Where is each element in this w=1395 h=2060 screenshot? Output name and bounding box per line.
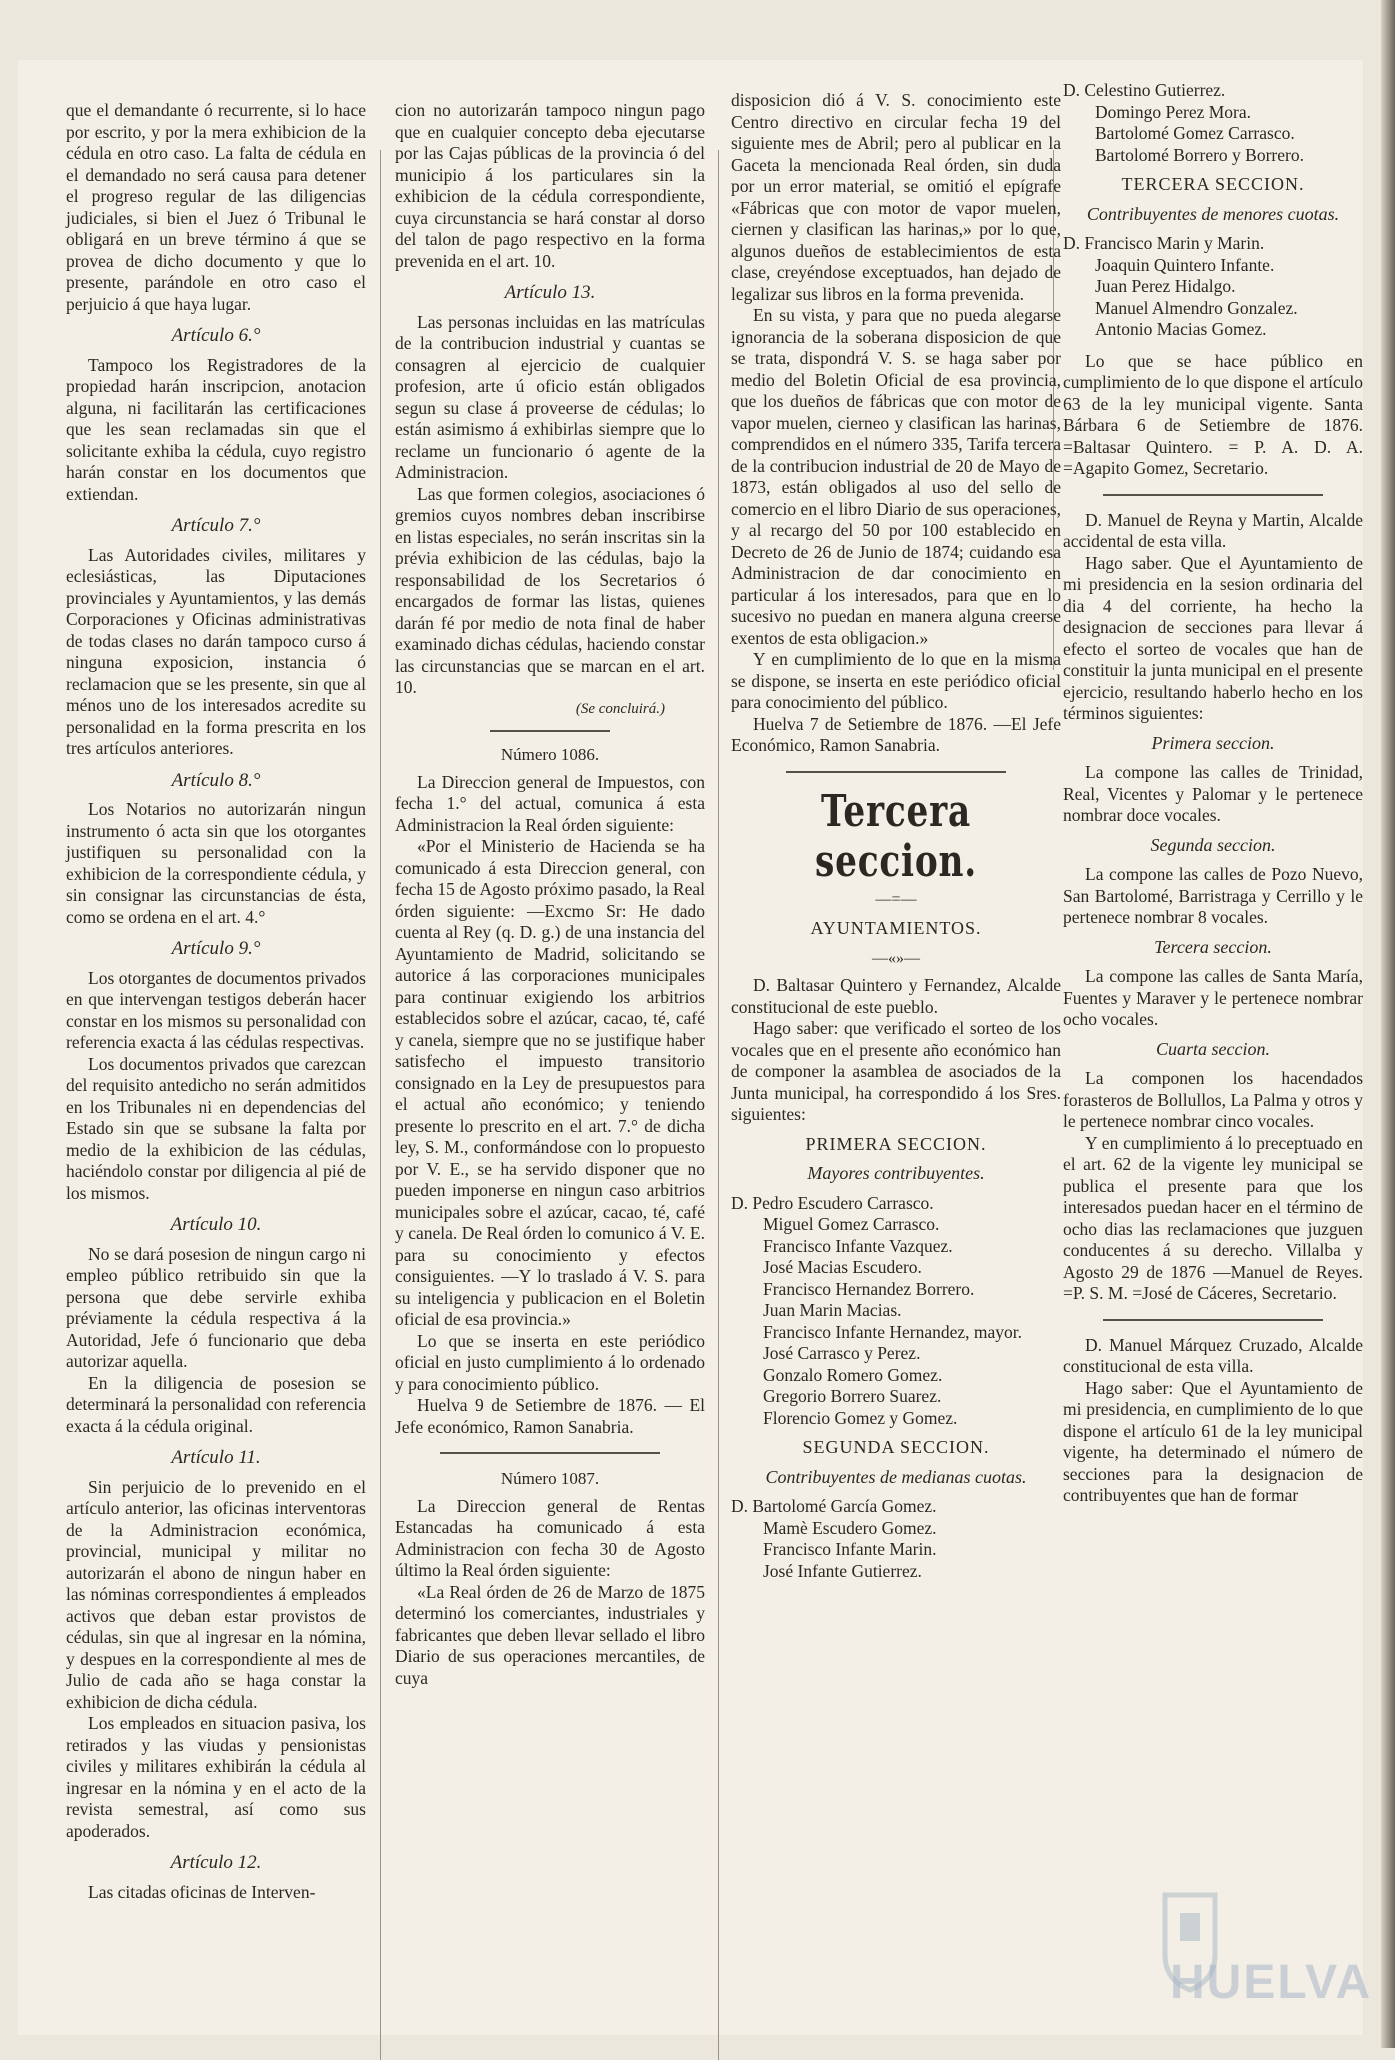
list-item: Manuel Almendro Gonzalez. [1095, 297, 1298, 318]
paragraph: Los otorgantes de documentos privados en que intervengan testigos deberán hacer constar en los mismos su personalidad con referencia exacta á las cédulas respectivas. [66, 967, 366, 1052]
paragraph: Y en cumplimiento de lo que en la misma se dispone, se inserta en este periódico oficial para conocimiento del público. [731, 649, 1061, 712]
paragraph: La Direccion general de Impuestos, con fecha 1.° del actual, comunica á esta Administracion la Real órden siguiente: [395, 771, 705, 835]
paragraph: Y en cumplimiento á lo preceptuado en el art. 62 de la vigente ley municipal se publica el presente para que los interesados puedan hacer en el término de ocho dias las reclamaciones que juzguen conducentes á su derecho. Villalba y Agosto 29 de 1876 —Manuel de Reyes. =P. S. M. =José de Cáceres, Secretario. [1063, 1132, 1363, 1303]
paragraph: cion no autorizarán tampoco ningun pago que en cualquier concepto deba ejecutarse por las Cajas públicas de la provincia ó del municipio á los particulares sin la exhibicion de la cédula correspondiente, cuya circunstancia se hará constar al dorso del talon de pago respectivo en la forma prevenida en el art. 10. [395, 100, 705, 271]
paragraph: Hago saber. Que el Ayuntamiento de mi presidencia en la sesion ordinaria del dia 4 del corriente, ha hecho la designacion de secciones para llevar á efecto el sorteo de vocales que han de constituir la junta municipal en el presente ejercicio, resultando haberlo hecho en los términos siguientes: [1063, 552, 1363, 723]
paragraph: Huelva 9 de Setiembre de 1876. — El Jefe económico, Ramon Sanabria. [395, 1395, 705, 1437]
subsection-heading: Tercera seccion. [1154, 936, 1272, 957]
list-item: Francisco Hernandez Borrero. [763, 1278, 975, 1299]
paragraph: Hago saber: Que el Ayuntamiento de mi presidencia, en cumplimiento de lo que dispone el artículo 61 de la ley municipal vigente, ha determinado el número de secciones para la designacion de contribuyentes que han de formar [1063, 1377, 1363, 1505]
paragraph: disposicion dió á V. S. conocimiento este Centro directivo en circular fecha 19 del siguiente mes de Abril; pero al publicar en la Gaceta la mencionada Real órden, sin duda por un error material, se omitió el epígrafe «Fábricas que con motor de vapor muelen, ciernen y clasifican las harinas,» por lo que, algunos dueños de establecimientos de esta clase, creyéndose exceptuados, han dejado de legalizar sus libros en la forma prevenida. [731, 90, 1061, 304]
article-heading: Artículo 12. [170, 1852, 262, 1873]
list-item: Mamè Escudero Gomez. [763, 1517, 937, 1538]
list-item: Antonio Macias Gomez. [1095, 319, 1267, 339]
paragraph: No se dará posesion de ningun cargo ni empleo público retribuido sin que la persona que debe servirle exhiba préviamente la cédula respectiva á la Autoridad, Jefe ó funcionario que deba autorizar aquella. [66, 1243, 366, 1371]
column-rule [718, 150, 719, 2060]
list-item: Bartolomé Gomez Carrasco. [1095, 123, 1295, 143]
article-heading: Artículo 11. [171, 1447, 261, 1468]
paragraph: «Por el Ministerio de Hacienda se ha comunicado á esta Direccion general, con fecha 15 de Agosto próximo pasado, la Real órden siguiente: —Excmo Sr: He dado cuenta al Rey (q. D. g.) de una instancia del Ayuntamiento de Madrid, solicitando se autorice á las corporaciones municipales para continuar exigiendo los arbitrios establecidos sobre el azúcar, cacao, té, café y canela, siempre que no se justifique haber satisfecho el impuesto transitorio consignado en la Ley de presupuestos para el actual año económico; y teniendo presente lo prescrito en el art. 7.° de dicha ley, S. M., conformándose con lo propuesto por V. E., se ha servido disponer que no pueden imponerse en ningun caso arbitrios municipales sobre el azúcar, cacao, té, café y canela. De Real órden lo comunico á V. E. para su conocimiento y efectos consiguientes. —Y lo traslado á V. S. para su inteligencia y publicacion en el Boletin oficial de esa provincia.» [395, 836, 705, 1329]
article-heading: Artículo 6.° [171, 325, 261, 346]
paragraph: «La Real órden de 26 de Marzo de 1875 determinó los comerciantes, industriales y fabricantes que deben llevar sellado el libro Diario de sus operaciones mercantiles, de cuya [395, 1581, 705, 1688]
subsection-heading: SEGUNDA SECCION. [802, 1437, 990, 1457]
subsection-heading: TERCERA SECCION. [1121, 174, 1305, 194]
list-item: José Infante Gutierrez. [763, 1560, 922, 1581]
notice-number: Número 1086. [500, 745, 600, 764]
subsection-heading: Primera seccion. [1151, 732, 1275, 753]
paragraph: En su vista, y para que no pueda alegarse ignorancia de la soberana disposicion de que se trata, dispondrá V. S. se haga saber por medio del Boletin Oficial de esa provincia, que los dueños de fábricas que con motor de vapor muelen, cierneo y clasifican las harinas, comprendidos en el número 335, Tarifa tercera de la contribucion industrial de 20 de Mayo de 1873, están obligados al uso del sello de comercio en el libro Diario de sus operaciones, y al recargo del 50 por 100 establecido en Decreto de 26 de Junio de 1874; cuidando esa Administracion de dar conocimiento en particular á los interesados, para que en lo sucesivo no puedan en manera alguna creerse exentos de esta obligacion.» [731, 305, 1061, 648]
divider [786, 771, 1006, 773]
paragraph: que el demandante ó recurrente, si lo hace por escrito, y por la mera exhibicion de la cédula en otro caso. La falta de cédula en el demandado no será causa para detener el progreso regular de las diligencias judiciales, si bien el Juez ó Tribunal le obligará en un breve término á que se provea de dicho documento y que lo presente, parándole en otro caso el perjuicio á que haya lugar. [66, 100, 366, 314]
subsection-heading: Cuarta seccion. [1156, 1038, 1270, 1059]
section-title: Tercera seccion. [814, 785, 978, 887]
paragraph: D. Manuel de Reyna y Martin, Alcalde accidental de esta villa. [1063, 509, 1363, 551]
column-1 [66, 100, 366, 1903]
paragraph: Los empleados en situacion pasiva, los retirados y las viudas y pensionistas civiles y militares exhibirán la cédula al ingresar en la nómina y en el acto de la revista semestral, así como sus apoderados. [66, 1713, 366, 1841]
continued-note: (Se concluirá.) [575, 700, 665, 717]
paragraph: Sin perjuicio de lo prevenido en el artículo anterior, las oficinas interventoras de la Administracion económica, provincial, municipal y militar no autorizarán el abono de ningun haber en las nóminas correspondientes á empleados activos que deban estar provistos de cédulas, sin que al ingresar en la nómina, y despues en la correspondiente al mes de Julio de cada año se haga constar la exhibicion de dicha cédula. [66, 1476, 366, 1712]
list-item: Gonzalo Romero Gomez. [763, 1364, 943, 1385]
names-list [1063, 233, 1363, 341]
ornament: —=— [875, 890, 917, 908]
paragraph: Lo que se inserta en este periódico oficial en justo cumplimiento á lo ordenado y para conocimiento público. [395, 1330, 705, 1394]
paragraph: Hago saber: que verificado el sorteo de los vocales que en el presente año económico han de componer la asamblea de asociados de la Junta municipal, ha correspondido á los Sres. siguientes: [731, 1018, 1061, 1124]
divider [440, 1452, 660, 1454]
paragraph: La compone las calles de Santa María, Fuentes y Maraver y le pertenece nombrar ocho vocales. [1063, 966, 1363, 1029]
subsection-heading: Contribuyentes de menores cuotas. [1086, 203, 1340, 224]
article-heading: Artículo 10. [170, 1214, 262, 1235]
paragraph: Huelva 7 de Setiembre de 1876. —El Jefe Económico, Ramon Sanabria. [731, 713, 1061, 755]
column-3 [731, 90, 1061, 1582]
paragraph: Lo que se hace público en cumplimiento de lo que dispone el artículo 63 de la ley municipal vigente. Santa Bárbara 6 de Setiembre de 1876. =Baltasar Quintero. = P. A. D. A. =Agapito Gomez, Secretario. [1063, 350, 1363, 478]
list-item: Bartolomé Borrero y Borrero. [1095, 144, 1304, 165]
column-2 [395, 100, 705, 1689]
newspaper-page [18, 60, 1363, 2035]
paragraph: D. Manuel Márquez Cruzado, Alcalde constitucional de esta villa. [1063, 1334, 1363, 1376]
paragraph: Los Notarios no autorizarán ningun instrumento ó acta sin que los otorgantes justifiquen su personalidad con la exhibicion de la correspondiente cédula, y sin consignar las circunstancias de ésta, como se ordena en el art. 4.° [66, 799, 366, 927]
paragraph: Tampoco los Registradores de la propiedad harán inscripcion, anotacion alguna, ni facilitarán las certificaciones que les sean reclamadas sin que el solicitante exhiba la cédula, cuyo registro harán constar en los documentos que extiendan. [66, 354, 366, 504]
divider [1103, 1319, 1323, 1321]
article-heading: Artículo 13. [504, 282, 596, 303]
names-list [1063, 80, 1363, 166]
watermark-text: HUELVA [1170, 1956, 1373, 2009]
list-item: Florencio Gomez y Gomez. [763, 1407, 958, 1428]
list-item: D. Bartolomé García Gomez. [731, 1496, 937, 1516]
paragraph: Los documentos privados que carezcan del requisito antedicho no serán admitidos en los Tribunales ni en dependencias del Estado sin que se subsane la falta por medio de la exhibicion de las cédulas, haciéndolo constar por diligencia al pié de los mismos. [66, 1053, 366, 1203]
list-item: Francisco Infante Vazquez. [763, 1235, 953, 1256]
paragraph: Las Autoridades civiles, militares y eclesiásticas, las Diputaciones provinciales y Ayuntamientos, y las demás Corporaciones y Oficinas administrativas de todas clases no darán tampoco curso á ninguna exposicion, instancia ó reclamacion que se les presente, sin que al ménos uno de los interesados acredite su personalidad en la forma prescrita en los tres artículos anteriores. [66, 544, 366, 758]
list-item: Juan Marin Macias. [763, 1300, 902, 1320]
list-item: Francisco Infante Hernandez, mayor. [763, 1321, 1022, 1342]
notice-number: Número 1087. [500, 1469, 600, 1488]
list-item: José Macias Escudero. [763, 1257, 922, 1277]
paragraph: Las citadas oficinas de Interven- [88, 1881, 316, 1902]
subsection-heading: Contribuyentes de medianas cuotas. [765, 1466, 1027, 1487]
paragraph: Las personas incluidas en las matrículas de la contribucion industrial y cuantas se consagren al ejercicio de cualquier profesion, arte ú oficio están obligados segun su clase á proveerse de cédulas; lo están asimismo á exhibirlas siempre que lo reclame un funcionario ó agente de la Administracion. [395, 311, 705, 482]
paragraph: D. Baltasar Quintero y Fernandez, Alcalde constitucional de este pueblo. [731, 975, 1061, 1017]
list-item: Domingo Perez Mora. [1095, 101, 1252, 122]
subsection-heading: Mayores contribuyentes. [807, 1163, 985, 1183]
article-heading: Artículo 8.° [171, 769, 261, 791]
list-item: Juan Perez Hidalgo. [1095, 276, 1236, 296]
subsection-heading: Segunda seccion. [1150, 834, 1276, 855]
list-item: Miguel Gomez Carrasco. [763, 1214, 940, 1234]
list-item: Joaquin Quintero Infante. [1095, 254, 1275, 275]
list-item: José Carrasco y Perez. [763, 1343, 921, 1363]
list-item: Gregorio Borrero Suarez. [763, 1386, 942, 1406]
list-item: Francisco Infante Marin. [763, 1539, 937, 1559]
column-4 [1063, 80, 1363, 1507]
ornament: —«»— [872, 949, 920, 967]
names-list [731, 1496, 1061, 1582]
column-rule [380, 150, 381, 2060]
subsection-heading: PRIMERA SECCION. [805, 1133, 987, 1154]
list-item: D. Celestino Gutierrez. [1063, 80, 1226, 100]
article-heading: Artículo 7.° [171, 515, 261, 536]
names-list [731, 1193, 1061, 1430]
paragraph: La Direccion general de Rentas Estancadas ha comunicado á esta Administracion con fecha 30 de Agosto último la Real órden siguiente: [395, 1495, 705, 1580]
list-item: D. Pedro Escudero Carrasco. [731, 1192, 934, 1213]
page-edge [1381, 0, 1395, 2048]
paragraph: Las que formen colegios, asociaciones ó gremios cuyos nombres deban inscribirse en listas especiales, no serán inscritas sin la prévia exhibicion de las cédulas, bajo la responsabilidad de los Secretarios ó encargados de formar las listas, quienes darán fé por medio de nota final de haber examinado dichas cédulas, haciendo constar las circunstancias que se marcan en el art. 10. [395, 483, 705, 697]
paragraph: La compone las calles de Trinidad, Real, Vicentes y Palomar y le pertenece nombrar doce vocales. [1063, 762, 1363, 825]
paragraph: La componen los hacendados forasteros de Bollullos, La Palma y otros y le pertenece nombrar cinco vocales. [1063, 1068, 1363, 1131]
paragraph: La compone las calles de Pozo Nuevo, San Bartolomé, Barristraga y Cerrillo y le pertenece nombrar 8 vocales. [1063, 864, 1363, 927]
paragraph: En la diligencia de posesion se determinará la personalidad con referencia exacta á la cédula original. [66, 1372, 366, 1436]
divider [490, 730, 610, 732]
list-item: D. Francisco Marin y Marin. [1063, 233, 1265, 253]
article-heading: Artículo 9.° [171, 938, 261, 959]
divider [1103, 494, 1323, 496]
subsection-heading: AYUNTAMIENTOS. [810, 918, 982, 938]
